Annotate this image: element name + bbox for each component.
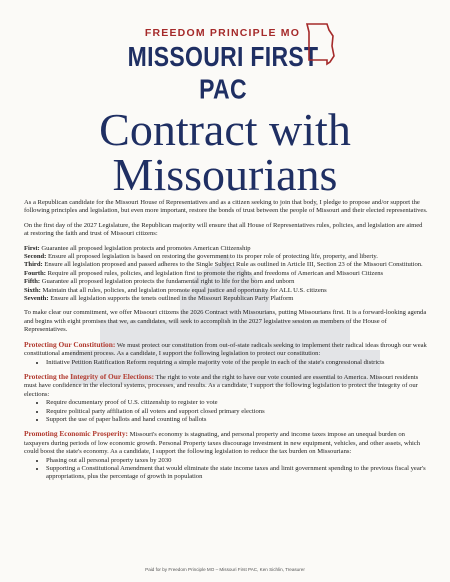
section-elections [24, 373, 428, 424]
paid-for-disclaimer: Paid for by Freedom Principle MO – Missouri First PAC, Ken Sichlin, Treasurer [145, 567, 305, 572]
org-logo-title: MISSOURI FIRST PAC [127, 41, 319, 105]
section-text: The right to vote and the right to have our vote counted are essential to America. Missouri residents must have confidence in the electoral systems, processes, and results. As a candidate, I support the following legislation to protect the integrity of our elections: [24, 373, 419, 398]
title-line-1: Contract with [99, 104, 351, 155]
principle-label: Fourth: [24, 269, 46, 277]
section-heading: Promoting Economic Prosperity: [24, 429, 128, 439]
header [0, 0, 450, 105]
principle-label: First: [24, 244, 40, 252]
org-subtitle: FREEDOM PRINCIPLE MO [144, 27, 301, 39]
principle-item [24, 270, 428, 278]
page-title [0, 104, 450, 200]
principle-text: Maintain that all rules, policies, and legislation promote equal justice and opportunity for ALL U.S. citizens [40, 286, 327, 294]
principle-text: Ensure all legislation supports the tenets outlined in the Missouri Republican Party Platform [48, 295, 294, 303]
bullet-item: • Require political party affiliation of all voters and support closed primary elections [46, 408, 428, 416]
principle-label: Seventh: [24, 295, 49, 303]
principle-label: Second: [24, 253, 47, 261]
principle-item [24, 278, 428, 286]
title-line-2: Missourians [112, 149, 338, 200]
principle-item [24, 261, 428, 269]
principle-label: Third: [24, 261, 43, 269]
section-text: Missouri's economy is stagnating, and personal property and income taxes impose an unequal burden on taxpayers during periods of low economic growth. Personal Property taxes discourage investment in new equipment, vehicles, and other assets, which could boost the state's economy. As a candidate, I support the following legislation to reduce the tax burden on Missourians: [24, 431, 421, 456]
principle-text: Guarantee all proposed legislation protects and promotes American Citizenship [39, 244, 251, 252]
principle-label: Fifth: [24, 278, 41, 286]
bullet-item: • Support the use of paper ballots and hand counting of ballots [46, 416, 428, 424]
principle-item [24, 245, 428, 253]
section-economy [24, 430, 428, 481]
section-bullets [24, 457, 428, 482]
section-text: We must protect our constitution from out-of-state radicals seeking to implement their radical ideas through our weak constitutional amendment process. As a candidate, I support the following legislation to protect our constitution: [24, 341, 427, 358]
section-heading: Protecting the Integrity of Our Elections: [24, 371, 155, 381]
principle-label: Sixth: [24, 286, 41, 294]
intro-paragraph-3: To make clear our commitment, we offer Missouri citizens the 2026 Contract with Missourians, putting Missourians first. It is a forward-looking agenda and begins with eight promises that we, as candidates, will seek to accomplish in the 2027 legislative session as members of the House of Representatives. [24, 309, 427, 334]
bullet-item: • Supporting a Constitutional Amendment that would eliminate the state income taxes and limit government spending to the previous fiscal year's appropriations, plus the percentage of growth in population [46, 465, 428, 482]
section-bullets [24, 359, 428, 367]
principles-list [24, 245, 428, 304]
principle-text: Require all proposed rules, policies, and legislation first to promote the rights and freedoms of American and Missouri Citizens [45, 269, 384, 277]
principle-item [24, 253, 428, 261]
principle-text: Guarantee all proposed legislation protects the fundamental right to life for the born and unborn [40, 278, 295, 286]
bullet-item: • Phasing out all personal property taxes by 2030 [46, 457, 428, 465]
section-constitution [24, 341, 428, 367]
section-heading: Protecting Our Constitution: [24, 339, 116, 349]
section-bullets [24, 399, 428, 424]
principle-item [24, 287, 428, 295]
principle-text: Ensure all proposed legislation is based on restoring the government to its proper role of protecting life, property, and liberty. [46, 253, 378, 261]
intro-paragraph-2: On the first day of the 2027 Legislature, the Republican majority will ensure that all House of Representatives rules, policies, and legislation are aimed at restoring the faith and trust of Missouri citizens: [24, 221, 423, 238]
bullet-item: • Initiative Petition Ratification Reform requiring a simple majority vote of the people in each of the state's congressional districts [46, 359, 428, 367]
intro-paragraph-1: As a Republican candidate for the Missouri House of Representatives and as a citizen seeking to join that body, I pledge to propose and/or support the following principles and legislation, but even more important, restore the bonds of trust between the people of Missouri and their elected representatives. [24, 199, 428, 215]
missouri-outline-icon [305, 22, 335, 66]
principle-item [24, 295, 428, 303]
contract-body [24, 199, 428, 488]
bullet-item: • Require documentary proof of U.S. citizenship to register to vote [46, 399, 428, 407]
principle-text: Ensure all legislation proposed and passed adheres to the Single Subject Rule as outlined in Article III, Section 23 of the Missouri Constitution. [42, 261, 423, 269]
